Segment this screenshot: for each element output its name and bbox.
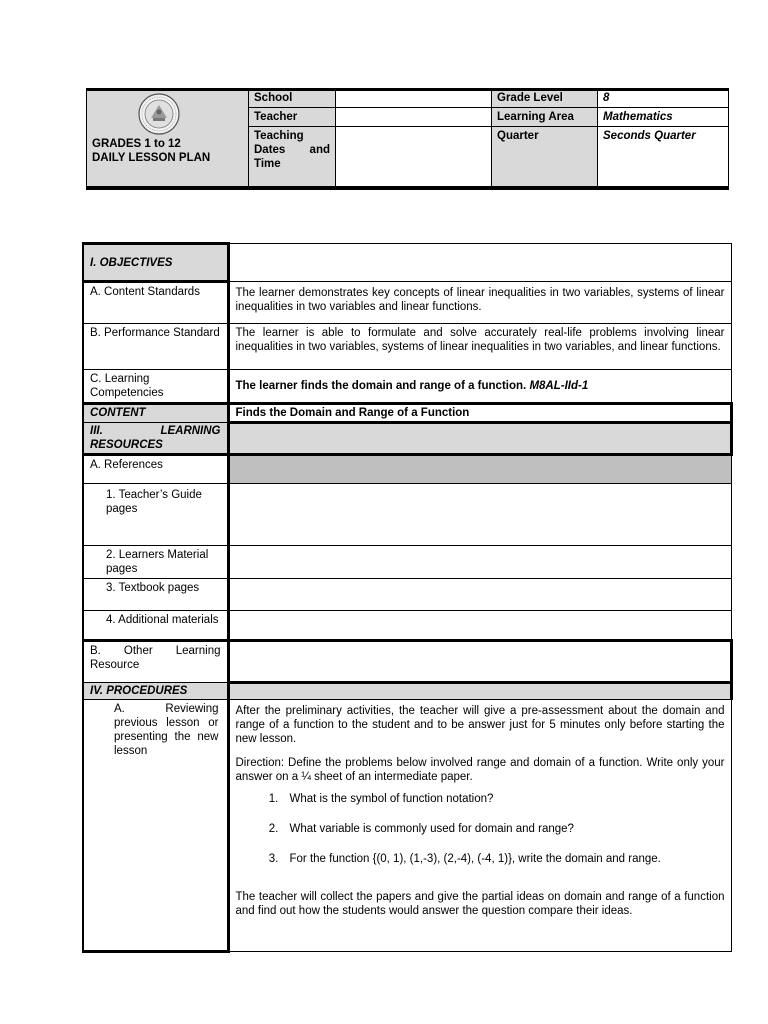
procedures-label: IV. PROCEDURES	[90, 685, 188, 697]
quarter-value: Seconds Quarter	[598, 127, 729, 190]
content-label	[83, 404, 228, 423]
teacher-label: Teacher	[249, 108, 336, 127]
ref3-value-cell	[228, 579, 731, 611]
school-value	[336, 89, 492, 108]
deped-seal-icon	[137, 92, 181, 136]
proc-a-paragraph-3: The teacher will collect the papers and give the partial ideas on domain and range of a function and find out how the students would answer the question compare their ideas.	[235, 891, 725, 917]
objectives-label: I. OBJECTIVES	[90, 256, 173, 269]
ref1-label: 1. Teacher’s Guide pages	[83, 484, 228, 546]
content-std-text: The learner demonstrates key concepts of linear inequalities in two variables, systems of linear inequalities in two variables and linear functions.	[228, 282, 731, 324]
perf-std-label: B. Performance Standard	[83, 324, 228, 370]
competencies-text: The learner finds the domain and range of a function.	[235, 380, 527, 392]
ref1-value-cell	[228, 484, 731, 546]
question-item: 2. What variable is commonly used for domain and range?	[282, 822, 725, 836]
perf-std-text: The learner is able to formulate and solve accurately real-life problems involving linear inequalities in two variables, systems of linear inequalities in two variables, and linear functions.	[228, 324, 731, 370]
proc-a-label: A. Reviewing previous lesson or presenting the new lesson	[114, 703, 219, 757]
grade-label: Grade Level	[492, 89, 598, 108]
quarter-label: Quarter	[492, 127, 598, 190]
area-label: Learning Area	[492, 108, 598, 127]
references-value-cell	[228, 455, 731, 484]
proc-a-paragraph-2: Direction: Define the problems below involved range and domain of a function. Write only your answer on a ¼ sheet of an intermediate paper.	[235, 757, 725, 783]
proc-a-cell	[228, 700, 731, 952]
resources-label: III. LEARNING RESOURCES	[90, 425, 221, 451]
ref4-label: 4. Additional materials	[83, 611, 228, 641]
proc-a-paragraph-1: After the preliminary activities, the teacher will give a pre-assessment about the domain and range of a function to the student and to be answer just for 5 minutes only before starting the new lesson.	[235, 705, 725, 745]
ref4-value-cell	[228, 611, 731, 641]
dates-value	[336, 127, 492, 190]
school-label: School	[249, 89, 336, 108]
area-value: Mathematics	[598, 108, 729, 127]
other-label: B. Other Learning Resource	[83, 641, 228, 683]
dates-label: Teaching Dates and Time	[249, 127, 336, 190]
teacher-value	[336, 108, 492, 127]
header-title-line1: GRADES 1 to 12	[92, 138, 181, 150]
competencies-label: C. Learning Competencies	[83, 370, 228, 404]
resources-label-cell	[83, 423, 228, 455]
procedures-value-cell	[228, 683, 731, 700]
competencies-cell	[228, 370, 731, 404]
header-title-line2: DAILY LESSON PLAN	[92, 152, 211, 164]
ref3-label: 3. Textbook pages	[83, 579, 228, 611]
question-list	[236, 792, 725, 866]
content-std-label: A. Content Standards	[83, 282, 228, 324]
lesson-plan-table	[82, 242, 733, 953]
question-item: 1. What is the symbol of function notation?	[282, 792, 725, 806]
procedures-label-cell	[83, 683, 228, 700]
references-label: A. References	[83, 455, 228, 484]
proc-a-label-cell	[83, 700, 228, 952]
objectives-label-cell	[83, 244, 228, 282]
other-value-cell	[228, 641, 731, 683]
question-item: 3. For the function {(0, 1), (1,-3), (2,-4), (-4, 1)}, write the domain and range.	[282, 852, 725, 866]
resources-value-cell	[228, 423, 731, 455]
objectives-value-cell	[228, 244, 731, 282]
ref2-label: 2. Learners Material pages	[83, 546, 228, 579]
content-text: Finds the Domain and Range of a Function	[228, 404, 731, 423]
content-label-text: CONTENT	[90, 407, 146, 419]
ref2-value-cell	[228, 546, 731, 579]
header-table	[86, 88, 729, 190]
competencies-code: M8AL-IId-1	[529, 380, 589, 392]
grade-value: 8	[598, 89, 729, 108]
